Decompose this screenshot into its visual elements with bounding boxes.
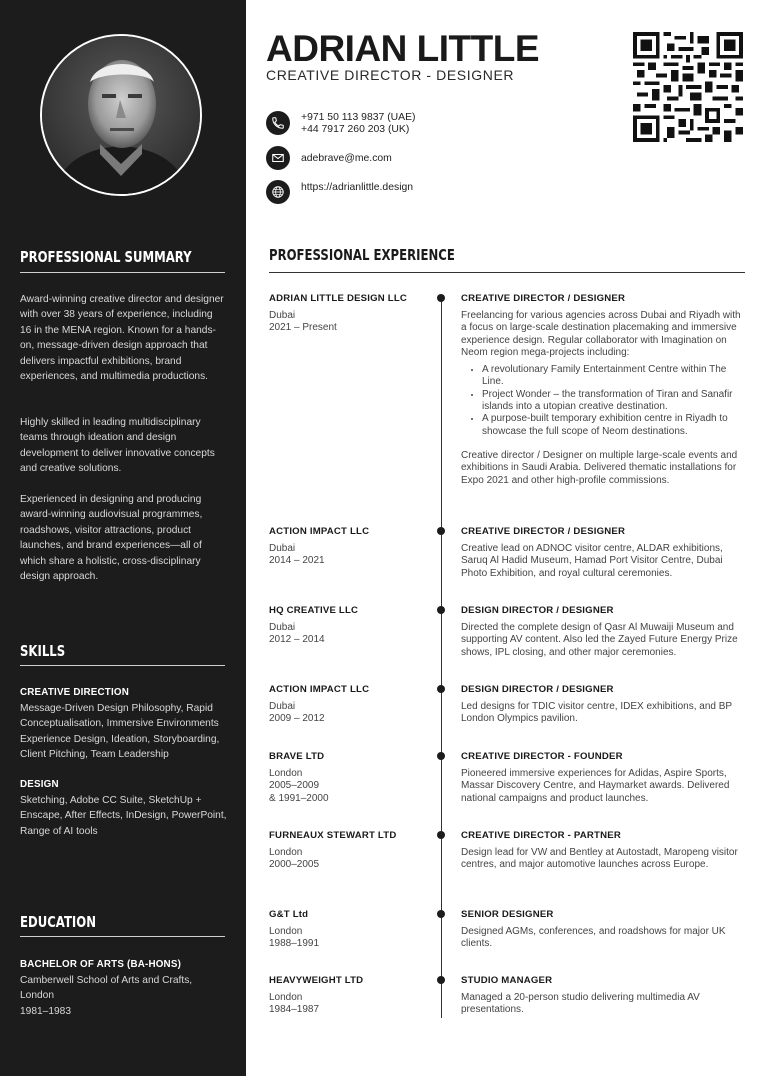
experience-divider — [269, 272, 745, 273]
job-description: Design lead for VW and Bentley at Autostadt, Maropeng visitor centres, and major automotive launches across Europe. — [461, 847, 738, 871]
skills-heading: SKILLS — [20, 642, 66, 660]
company-name: G&T Ltd — [269, 909, 309, 920]
job-description: Designed AGMs, conferences, and roadshows for major UK clients. — [461, 926, 726, 950]
profile-photo — [40, 34, 202, 196]
timeline-dot — [437, 976, 445, 984]
job-title: STUDIO MANAGER — [461, 975, 553, 986]
education-years: 1981–1983 — [20, 1006, 71, 1017]
company-location: London 1988–1991 — [269, 926, 320, 950]
job-description-extra: Creative director / Designer on multiple large-scale events and exhibitions in Saudi Arabia. Delivered thematic installations for Expo 2021 and other high-profile commissions. — [461, 449, 738, 486]
job-description: Managed a 20-person studio delivering multimedia AV presentations. — [461, 992, 700, 1016]
phone-uae[interactable]: +971 50 113 9837 (UAE) — [301, 112, 416, 123]
education-school: Camberwell School of Arts and Crafts, London — [20, 975, 193, 1002]
company-location: Dubai 2021 – Present — [269, 310, 337, 334]
job-title: CREATIVE DIRECTOR - FOUNDER — [461, 751, 623, 762]
timeline-dot — [437, 685, 445, 693]
candidate-name: ADRIAN LITTLE — [266, 28, 540, 69]
timeline-dot — [437, 831, 445, 839]
project-list — [461, 364, 747, 438]
summary-paragraph-1: Award-winning creative director and designer with over 38 years of experience, including 16 in the MENA region. Known for a hands-on, message-driven design approach that delivers impactful exhibitions, brand experiences, and multimedia productions. — [20, 294, 224, 383]
education-degree: BACHELOR OF ARTS (BA-HONS) — [20, 959, 182, 970]
skill-creative-direction-title: CREATIVE DIRECTION — [20, 687, 130, 698]
list-item: • A purpose-built temporary exhibition centre in Riyadh to showcase the full scope of Neom destinations. — [482, 413, 747, 438]
portrait-image — [42, 36, 200, 194]
globe-icon — [266, 180, 290, 204]
skills-divider — [20, 665, 225, 666]
phone-uk[interactable]: +44 7917 260 203 (UK) — [301, 124, 410, 135]
sidebar — [0, 0, 246, 1076]
job-title: CREATIVE DIRECTOR / DESIGNER — [461, 526, 626, 537]
email-icon — [266, 146, 290, 170]
company-name: ADRIAN LITTLE DESIGN LLC — [269, 293, 408, 304]
company-name: ACTION IMPACT LLC — [269, 684, 370, 695]
skill-creative-direction-text: Message-Driven Design Philosophy, Rapid Conceptualisation, Immersive Environments Experience Design, Ideation, Storyboarding, Client Pitching, Team Leadership — [20, 703, 220, 760]
website-link[interactable]: https://adrianlittle.design — [301, 182, 414, 193]
timeline-dot — [437, 752, 445, 760]
job-description: Led designs for TDIC visitor centre, IDEX exhibitions, and BP London Olympics pavilion. — [461, 701, 732, 725]
summary-heading: PROFESSIONAL SUMMARY — [20, 248, 192, 266]
company-location: London 2000–2005 — [269, 847, 320, 871]
timeline-dot — [437, 910, 445, 918]
education-heading: EDUCATION — [20, 913, 97, 931]
phone-icon — [266, 111, 290, 135]
job-description: Creative lead on ADNOC visitor centre, ALDAR exhibitions, Saruq Al Hadid Museum, Hamad Port Visitor Centre, Dubai Photo Exhibition, and royal cultural ceremonies. — [461, 543, 723, 579]
experience-heading: PROFESSIONAL EXPERIENCE — [269, 246, 455, 264]
job-title: CREATIVE DIRECTOR - PARTNER — [461, 830, 621, 841]
job-title: SENIOR DESIGNER — [461, 909, 554, 920]
company-location: Dubai 2012 – 2014 — [269, 622, 325, 646]
company-location: Dubai 2014 – 2021 — [269, 543, 325, 567]
job-description: Directed the complete design of Qasr Al Muwaiji Museum and supporting AV content. Also led the Zayed Future Energy Prize shows, IPL closing, and other major ceremonies. — [461, 622, 738, 658]
summary-paragraph-3: Experienced in designing and producing award-winning audiovisual programmes, roadshows, visitor attractions, product launches, and brand experiences—all of which share a holistic, cross-disciplinary design approach. — [20, 494, 203, 583]
company-name: BRAVE LTD — [269, 751, 325, 762]
company-name: ACTION IMPACT LLC — [269, 526, 370, 537]
company-name: FURNEAUX STEWART LTD — [269, 830, 397, 841]
list-item: • Project Wonder – the transformation of Tiran and Sanafir islands into a utopian creative destination. — [482, 389, 747, 414]
company-name: HEAVYWEIGHT LTD — [269, 975, 364, 986]
education-divider — [20, 936, 225, 937]
job-title: CREATIVE DIRECTOR / DESIGNER — [461, 293, 626, 304]
company-location: London 2005–2009 & 1991–2000 — [269, 768, 329, 804]
company-location: London 1984–1987 — [269, 992, 320, 1016]
candidate-role: CREATIVE DIRECTOR - DESIGNER — [266, 67, 515, 83]
email-address[interactable]: adebrave@me.com — [301, 153, 392, 164]
company-name: HQ CREATIVE LLC — [269, 605, 359, 616]
list-item: • A revolutionary Family Entertainment Centre within The Line. — [482, 364, 747, 389]
qr-code[interactable] — [633, 32, 743, 142]
summary-paragraph-2: Highly skilled in leading multidisciplinary teams through ideation and design development to deliver innovative concepts and creative solutions. — [20, 417, 215, 475]
skill-design-text: Sketching, Adobe CC Suite, SketchUp + Enscape, After Effects, InDesign, PowerPoint, Range of AI tools — [20, 795, 227, 837]
skill-design-title: DESIGN — [20, 779, 59, 790]
job-description: Freelancing for various agencies across Dubai and Riyadh with a focus on large-scale destination placemaking and immersive experience design. Regular collaborator with Imagination on Neom region mega-projects including: • A revolutionary Family Entertainment Centre within The Line. • Project Wonder – the transformation of Tiran and Sanafir islands into a utopian creative destination. • A purpose-built temporary exhibition centre in Riyadh to showcase the full scope of Neom destinations. Creative director / Designer on multiple large-scale events and exhibitions in Saudi Arabia. Delivered thematic installations for Expo 2021 and other high-profile commissions. — [461, 310, 747, 487]
timeline-dot — [437, 606, 445, 614]
timeline-dot — [437, 294, 445, 302]
company-location: Dubai 2009 – 2012 — [269, 701, 325, 725]
job-title: DESIGN DIRECTOR / DESIGNER — [461, 684, 614, 695]
job-title: DESIGN DIRECTOR / DESIGNER — [461, 605, 614, 616]
summary-divider — [20, 272, 225, 273]
timeline-dot — [437, 527, 445, 535]
job-description: Pioneered immersive experiences for Adidas, Aspire Sports, Massar Discovery Centre, and Haymarket awards. Delivered national campaigns and product launches. — [461, 768, 730, 804]
